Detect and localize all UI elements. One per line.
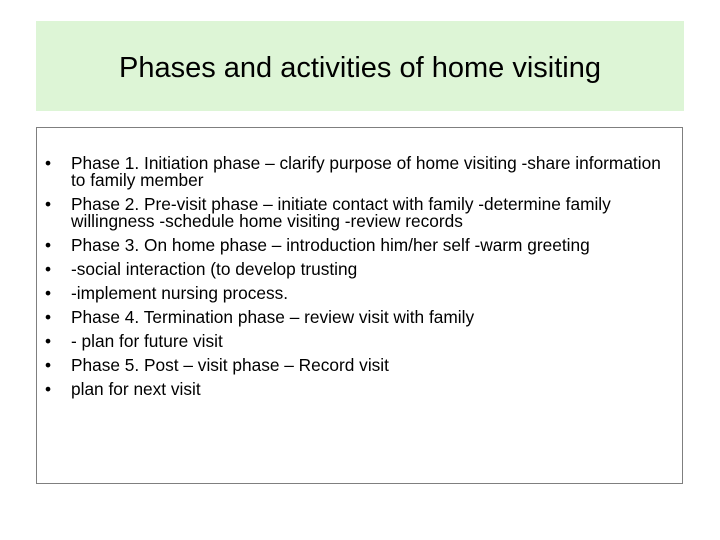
bullet-list [45,155,675,405]
bullet-icon: • [45,235,52,255]
bullet-icon: • [45,379,52,399]
list-item-text: -implement nursing process. [71,283,289,303]
list-item [45,381,675,398]
list-item [45,196,675,230]
list-item [45,237,675,254]
title-banner [36,21,684,111]
list-item [45,333,675,350]
list-item-text: Phase 2. Pre-visit phase – initiate contact with family -determine family willingness -schedule home visiting -review records [71,194,611,231]
slide-title: Phases and activities of home visiting [119,51,601,84]
list-item [45,357,675,374]
list-item [45,309,675,326]
list-item [45,285,675,302]
bullet-icon: • [45,355,52,375]
bullet-icon: • [45,259,52,279]
list-item-text: plan for next visit [71,379,201,399]
bullet-icon: • [45,307,52,327]
bullet-icon: • [45,153,52,173]
list-item-text: Phase 3. On home phase – introduction him/her self -warm greeting [71,235,590,255]
list-item-text: - plan for future visit [71,331,223,351]
list-item-text: Phase 4. Termination phase – review visit with family [71,307,475,327]
bullet-icon: • [45,331,52,351]
bullet-icon: • [45,194,52,214]
bullet-icon: • [45,283,52,303]
list-item-text: Phase 5. Post – visit phase – Record visit [71,355,389,375]
list-item [45,155,675,189]
list-item [45,261,675,278]
list-item-text: Phase 1. Initiation phase – clarify purpose of home visiting -share information to family member [71,153,661,190]
list-item-text: -social interaction (to develop trusting [71,259,358,279]
content-box [36,127,683,484]
